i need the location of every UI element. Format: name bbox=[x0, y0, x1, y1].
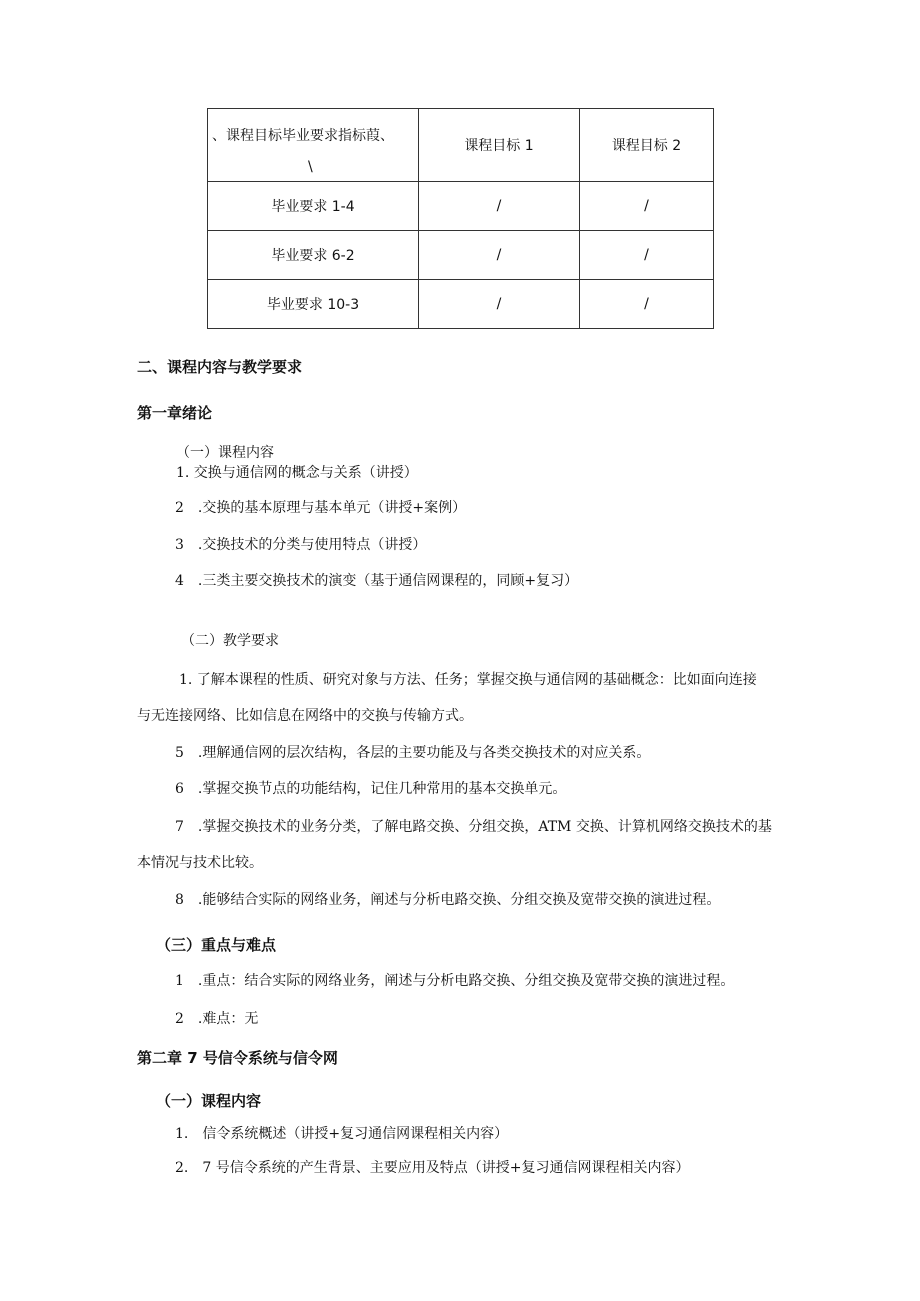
ch1-requirements-heading: （二）教学要求 bbox=[181, 633, 279, 649]
corner-label: 、课程目标毕业要求指标葭、 bbox=[212, 128, 394, 144]
table-cell: / bbox=[580, 231, 714, 280]
table-row bbox=[208, 182, 714, 231]
ch1-key-heading: （三）重点与难点 bbox=[156, 936, 277, 954]
table-column-header: 课程目标 2 bbox=[580, 109, 714, 182]
table-row-label: 毕业要求 10-3 bbox=[208, 280, 419, 329]
ch2-content-item: 2. 7 号信令系统的产生背景、主要应用及特点（讲授+复习通信网课程相关内容） bbox=[175, 1160, 690, 1176]
ch1-key-item: 1 .重点：结合实际的网络业务，阐述与分析电路交换、分组交换及宽带交换的演进过程。 bbox=[175, 973, 735, 989]
table-cell: / bbox=[580, 182, 714, 231]
table-cell: / bbox=[419, 231, 580, 280]
ch1-content-heading: （一）课程内容 bbox=[176, 445, 274, 461]
ch1-requirement-item: 1. 了解本课程的性质、研究对象与方法、任务；掌握交换与通信网的基础概念：比如面向连接 bbox=[179, 672, 757, 688]
table-cell: / bbox=[419, 182, 580, 231]
ch1-requirement-item: 6 .掌握交换节点的功能结构，记住几种常用的基本交换单元。 bbox=[175, 781, 567, 797]
ch1-requirement-item-cont: 与无连接网络、比如信息在网络中的交换与传输方式。 bbox=[137, 708, 473, 724]
ch1-requirement-item-cont: 本情况与技术比较。 bbox=[137, 855, 263, 871]
table-row-label: 毕业要求 1-4 bbox=[208, 182, 419, 231]
ch1-requirement-item: 5 .理解通信网的层次结构，各层的主要功能及与各类交换技术的对应关系。 bbox=[175, 745, 651, 761]
ch1-requirement-item: 7 .掌握交换技术的业务分类，了解电路交换、分组交换，ATM 交换、计算机网络交换技术的基 bbox=[175, 819, 772, 835]
ch1-content-item: 1. 交换与通信网的概念与关系（讲授） bbox=[176, 465, 418, 481]
table-header-row bbox=[208, 109, 714, 182]
table-row-label: 毕业要求 6-2 bbox=[208, 231, 419, 280]
ch1-content-item: 4 .三类主要交换技术的演变（基于通信网课程的，同顾+复习） bbox=[175, 573, 579, 589]
chapter-2-title: 第二章 7 号信令系统与信令网 bbox=[137, 1049, 338, 1067]
chapter-1-title: 第一章绪论 bbox=[137, 404, 213, 422]
ch1-requirement-item: 8 .能够结合实际的网络业务，阐述与分析电路交换、分组交换及宽带交换的演进过程。 bbox=[175, 892, 721, 908]
table-column-header: 课程目标 1 bbox=[419, 109, 580, 182]
table-row bbox=[208, 231, 714, 280]
table-corner-cell bbox=[208, 109, 419, 182]
corner-slash: \ bbox=[308, 159, 313, 175]
ch1-content-item: 2 .交换的基本原理与基本单元（讲授+案例） bbox=[175, 500, 467, 516]
ch1-key-item: 2 .难点：无 bbox=[175, 1011, 259, 1027]
table-cell: / bbox=[580, 280, 714, 329]
objectives-matrix-table bbox=[207, 108, 714, 329]
ch2-content-heading: （一）课程内容 bbox=[156, 1092, 262, 1110]
section-title: 二、课程内容与教学要求 bbox=[137, 358, 303, 376]
ch2-content-item: 1. 信令系统概述（讲授+复习通信网课程相关内容） bbox=[175, 1126, 509, 1142]
table-cell: / bbox=[419, 280, 580, 329]
table-row bbox=[208, 280, 714, 329]
ch1-content-item: 3 .交换技术的分类与使用特点（讲授） bbox=[175, 537, 427, 553]
